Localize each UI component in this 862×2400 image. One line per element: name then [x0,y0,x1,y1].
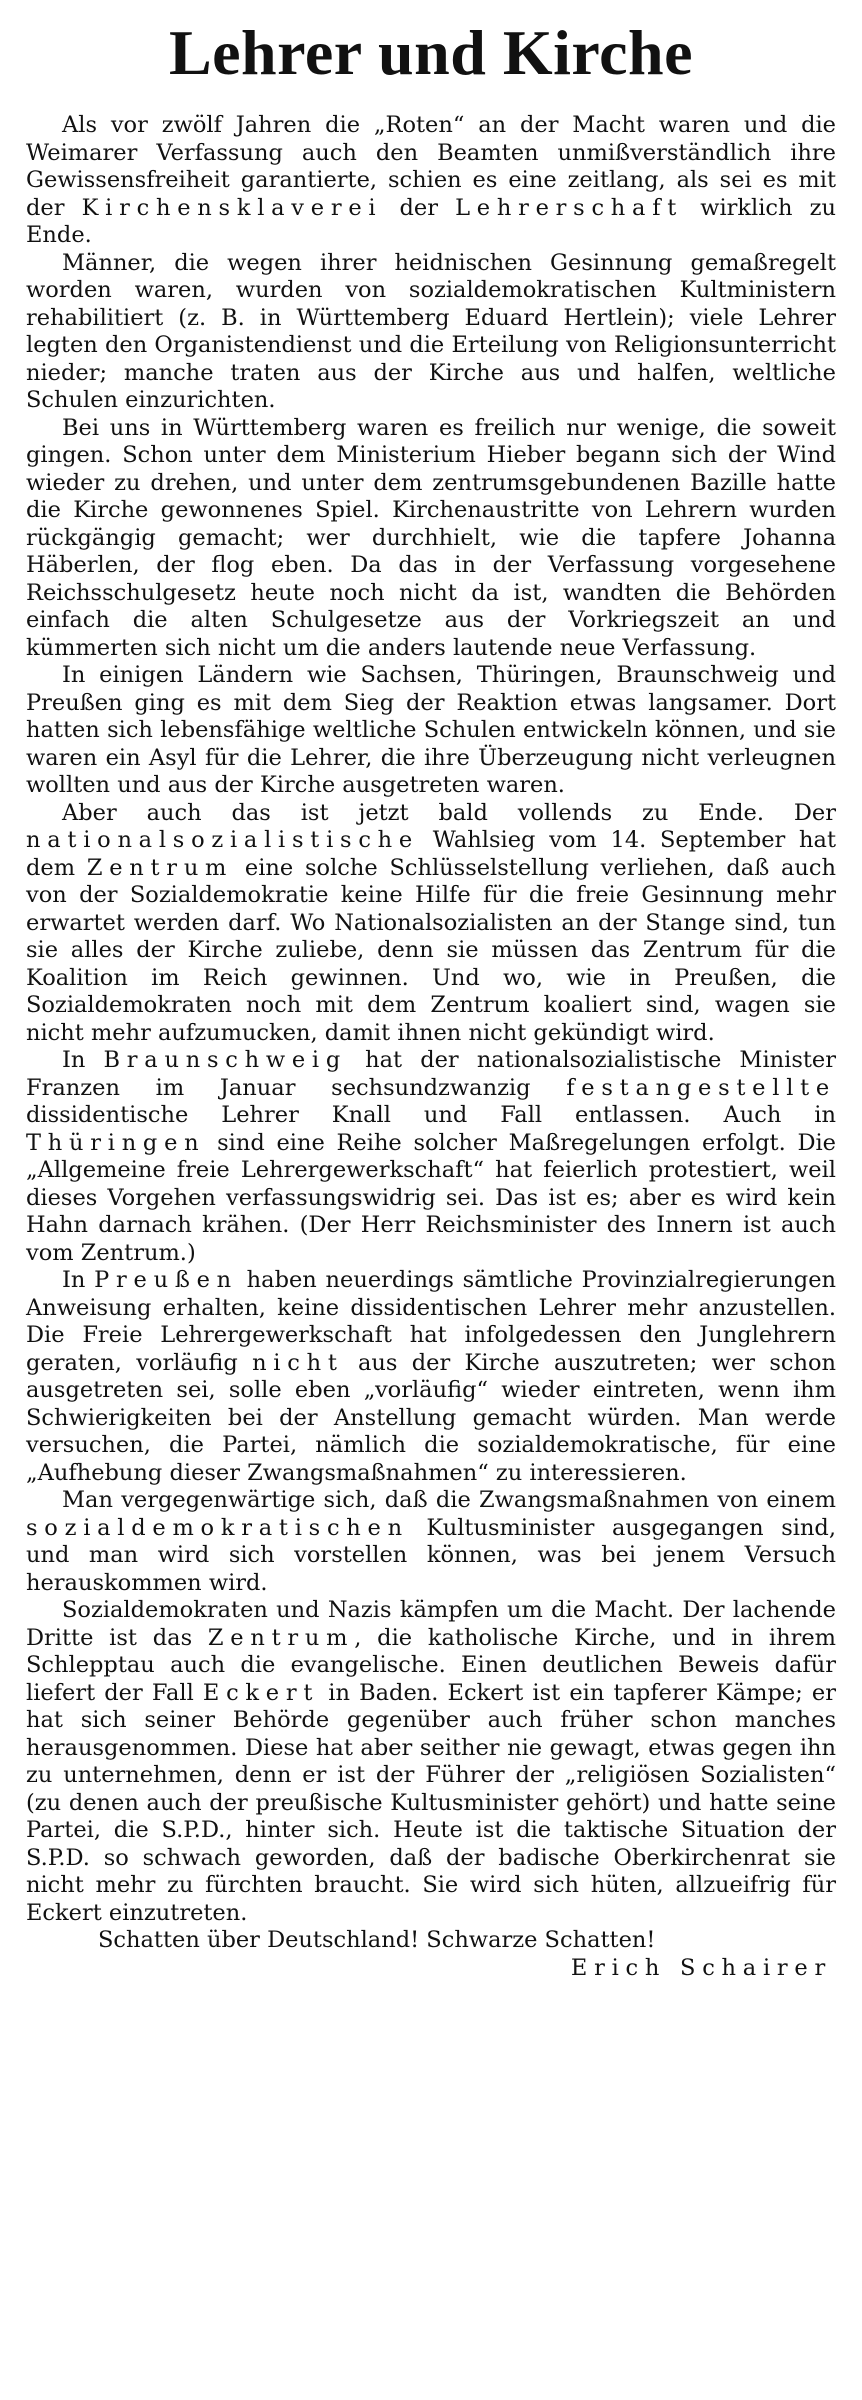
article-paragraph [26,250,836,415]
author-signature: Erich Schairer [570,1954,832,1981]
paragraph-text: Kultusminister ausgegangen sind, und man wird sich vorstellen können, was bei jenem Versuch herauskommen wird. [26,1514,836,1596]
article-paragraph [26,112,836,250]
spaced-emphasis-text: Kirchensklaverei [81,194,383,221]
article-paragraph [26,415,836,663]
article-paragraph [26,1487,836,1597]
spaced-emphasis-text: Braunschweig [103,1047,348,1073]
spaced-emphasis-text: sozialdemokratischen [26,1514,409,1541]
spaced-emphasis-text: Lehrerschaft [455,194,684,221]
spaced-emphasis-text: festangestellte [566,1074,836,1101]
paragraph-text: haben neuerdings sämtliche Provinzialregierungen Anweisung erhalten, keine dissidentischen Lehrer mehr anzustellen. Die Freie Lehrergewerkschaft hat infolgedessen den Junglehrern geraten, vorläufig [26,1267,836,1376]
article-paragraph [26,800,836,1048]
paragraph-text: In [62,1267,95,1293]
article-title: Lehrer und Kirche [168,17,694,88]
article-paragraph [26,1597,836,1927]
paragraph-text: Wahlsieg vom 14. September hat dem [26,827,836,881]
paragraph-text: der [382,194,456,221]
article-paragraph [26,1047,836,1267]
spaced-emphasis-text: Zentrum [86,854,234,881]
article-paragraph [26,662,836,800]
paragraph-text: wirklich zu Ende. [26,194,836,248]
paragraph-text: Bei uns in Württemberg waren es freilich nur wenige, die soweit gingen. Schon unter dem Ministerium Hieber begann sich der Wind wieder zu drehen, und unter dem zentrumsgebundenen Bazille hatte die Kirche gewonnenes Spiel. Kirchenaustritte von Lehrern wurden rückgängig gemacht; wer durchhielt, wie die tapfere Johanna Häberlen, der flog eben. Da das in der Verfassung vorgesehene Reichsschulgesetz heute noch nicht da ist, wandten die Behörden einfach die alten Schulgesetze aus der Vorkriegszeit an und kümmerten sich nicht um die anders lautende neue Verfassung. [26,414,836,661]
paragraph-text: , die katholische Kirche, und in ihrem Schlepptau auch die evangelische. Einen deutlichen Beweis dafür liefert der Fall [26,1624,836,1706]
paragraph-text: Man vergegenwärtige sich, daß die Zwangsmaßnahmen von einem [62,1487,836,1513]
paragraph-text: hat der nationalsozialistische Minister Franzen im Januar sechsundzwanzig [26,1047,837,1101]
closing-line: Schatten über Deutschland! Schwarze Schatten! [98,1927,656,1953]
spaced-emphasis-text: nicht [252,1349,344,1376]
paragraph-text: Sozialdemokraten und Nazis kämpfen um die Macht. Der lachende Dritte ist das [26,1597,836,1651]
spaced-emphasis-text: Zentrum [207,1624,355,1651]
paragraph-text: Männer, die wegen ihrer heidnischen Gesinnung gemaßregelt worden waren, wurden von sozialdemokratischen Kultministern rehabilitiert (z. B. in Württemberg Eduard Hertlein); viele Lehrer legten den Organistendienst und die Erteilung von Religionsunterricht nieder; manche traten aus der Kirche aus und halfen, weltliche Schulen einzurichten. [26,249,836,413]
spaced-emphasis-text: Preußen [94,1267,238,1293]
paragraph-text: aus der Kirche auszutreten; wer schon ausgetreten sei, solle eben „vorläufig“ wieder eintreten, wenn ihm Schwierigkeiten bei der Anstellung gemacht würden. Man werde versuchen, die Partei, nämlich die sozialdemokratische, für eine „Aufhebung dieser Zwangsmaßnahmen“ zu interessieren. [26,1349,837,1486]
paragraph-text: sind eine Reihe solcher Maßregelungen erfolgt. Die „Allgemeine freie Lehrergewerkschaft“ hat feierlich protestiert, weil dieses Vorgehen verfassungswidrig sei. Das ist es; aber es wird kein Hahn darnach krähen. (Der Herr Reichsminister des Innern ist auch vom Zentrum.) [26,1129,836,1266]
paragraph-text: In einigen Ländern wie Sachsen, Thüringen, Braunschweig und Preußen ging es mit dem Sieg der Reaktion etwas langsamer. Dort hatten sich lebensfähige weltliche Schulen entwickeln können, und sie waren ein Asyl für die Lehrer, die ihre Überzeugung nicht verleugnen wollten und aus der Kirche ausgetreten waren. [26,662,836,798]
paragraph-text: in Baden. Eckert ist ein tapferer Kämpe; er hat sich seiner Behörde gegenüber auch früher schon manches herausgenommen. Diese hat aber seither nie gewagt, etwas gegen ihn zu unternehmen, denn er ist der Führer der „religiösen Sozialisten“ (zu denen auch der preußische Kultusminister gehört) und hatte seine Partei, die S.P.D., hinter sich. Heute ist die taktische Situation der S.P.D. so schwach geworden, daß der badische Oberkirchenrat sie nicht mehr zu fürchten braucht. Sie wird sich hüten, allzueifrig für Eckert einzutreten. [26,1679,836,1926]
spaced-emphasis-text: nationalsozialistische [26,827,419,853]
spaced-emphasis-text: Eckert [202,1679,320,1706]
paragraph-text: In [62,1047,104,1073]
spaced-emphasis-text: Thüringen [26,1129,206,1156]
article-body [26,112,836,1927]
article-paragraph [26,1267,836,1487]
paragraph-text: eine solche Schlüsselstellung verliehen, daß auch von der Sozialdemokratie keine Hilfe für die freie Gesinnung mehr erwartet werden darf. Wo Nationalsozialisten an der Stange sind, tun sie alles der Kirche zuliebe, denn sie müssen das Zentrum für die Koalition im Reich gewinnen. Und wo, wie in Preußen, die Sozialdemokraten noch mit dem Zentrum koaliert sind, wagen sie nicht mehr aufzumucken, damit ihnen nicht gekündigt wird. [26,854,836,1046]
paragraph-text: dissidentische Lehrer Knall und Fall entlassen. Auch in [26,1102,836,1128]
paragraph-text: Aber auch das ist jetzt bald vollends zu Ende. Der [62,799,836,826]
paragraph-text: Als vor zwölf Jahren die „Roten“ an der Macht waren und die Weimarer Verfassung auch den Beamten unmißverständlich ihre Gewissensfreiheit garantierte, schien es eine zeitlang, als sei es mit der [26,112,836,221]
